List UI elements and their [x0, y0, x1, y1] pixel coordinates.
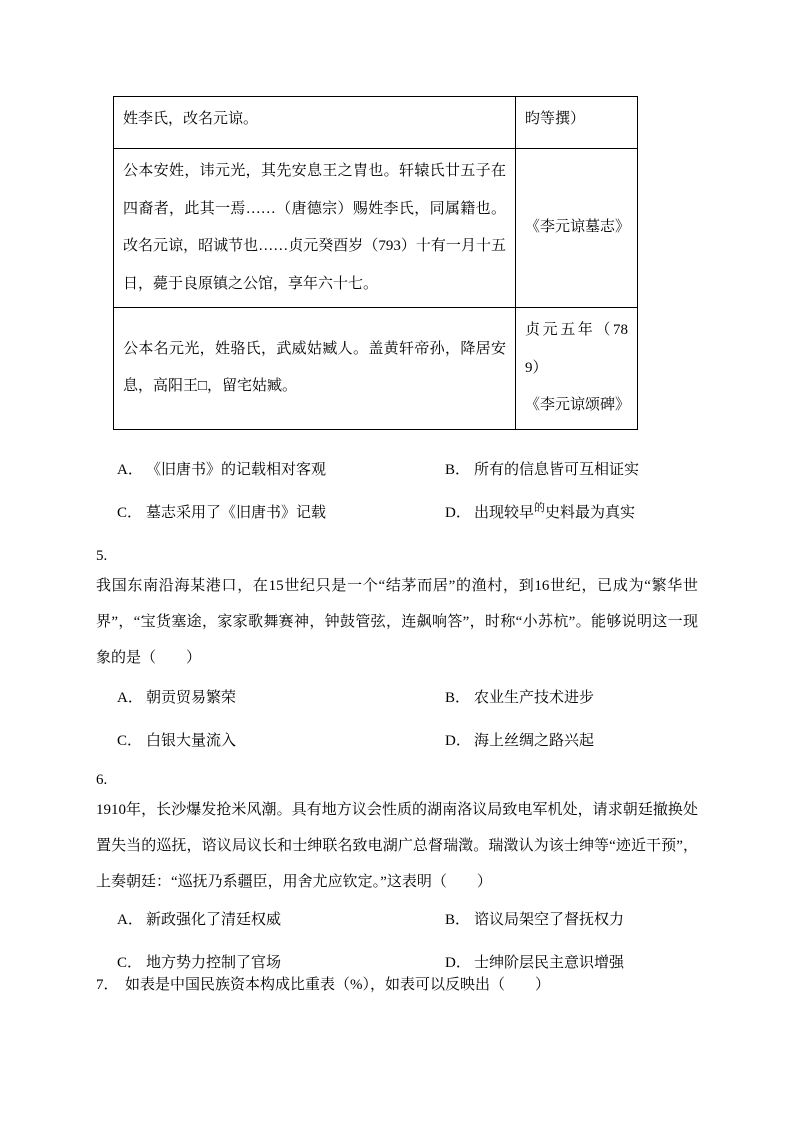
question-number: 7． — [96, 976, 119, 993]
option-A — [117, 462, 445, 479]
option-text: 《旧唐书》的记载相对客观 — [146, 461, 327, 478]
option-label: C． — [117, 954, 143, 971]
option-B — [445, 690, 698, 707]
option-label: D． — [445, 732, 471, 749]
option-text: 海上丝绸之路兴起 — [474, 732, 595, 749]
table-cell-excerpt-3: 公本名元光，姓骆氏，武威姑臧人。盖黄轩帝孙，降居安息，高阳王□，留宅姑臧。 — [114, 308, 516, 430]
question-stem: 我国东南沿海某港口，在15世纪只是一个“结茅而居”的渔村，到16世纪，已成为“繁华世界”，“宝货塞途，家家歌舞赛神，钟鼓管弦，连飙响答”，时称“小苏杭”。能够说明这一现象的是（ ） — [96, 577, 698, 666]
table-cell-source-1: 昀等撰） — [516, 97, 638, 149]
option-text: 所有的信息皆可互相证实 — [474, 461, 640, 478]
option-D — [445, 501, 698, 522]
option-text: 朝贡贸易繁荣 — [146, 689, 237, 706]
table-cell-excerpt-2: 公本安姓，讳元光，其先安息王之胄也。轩辕氏廿五子在四裔者，此其一焉……（唐德宗）赐姓李氏，同属籍也。改名元谅，昭诚节也……贞元癸酉岁（793）十有一月十五日，薨于良原镇之公馆，享年六十七。 — [114, 149, 516, 308]
table-row — [114, 308, 638, 430]
option-text-superscript: 的 — [534, 501, 546, 514]
question-stem: 如表是中国民族资本构成比重表（%），如表可以反映出（ ） — [125, 976, 550, 993]
option-label: D． — [445, 504, 471, 521]
option-B — [445, 912, 698, 929]
option-D — [445, 955, 698, 972]
option-text: 墓志采用了《旧唐书》记载 — [146, 504, 327, 521]
option-C — [117, 505, 445, 522]
question-number: 5. — [96, 547, 108, 564]
option-label: D． — [445, 954, 471, 971]
option-label: A． — [117, 689, 143, 706]
option-label: C． — [117, 732, 143, 749]
option-text-part: 史料最为真实 — [545, 504, 636, 521]
historical-sources-table — [113, 96, 638, 430]
question-6 — [96, 768, 698, 972]
table-cell-source-2: 《李元谅墓志》 — [516, 149, 638, 308]
question-5-options — [117, 690, 698, 750]
option-label: C． — [117, 504, 143, 521]
option-A — [117, 690, 445, 707]
question-stem: 1910年，长沙爆发抢米风潮。具有地方议会性质的湖南洛议局致电军机处，请求朝廷撤换处置失当的巡抚，谘议局议长和士绅联名致电湖广总督瑞澂。瑞澂认为该士绅等“迹近干预”，上奏朝廷：“巡抚乃系疆臣，用舍尤应钦定。”这表明（ ） — [96, 801, 698, 890]
option-text: 新政强化了清廷权威 — [146, 911, 282, 928]
option-text: 农业生产技术进步 — [474, 689, 595, 706]
question-5 — [96, 544, 698, 750]
option-label: B． — [445, 461, 471, 478]
option-text: 白银大量流入 — [146, 732, 237, 749]
table-cell-source-3 — [516, 308, 638, 430]
option-C — [117, 733, 445, 750]
option-D — [445, 733, 698, 750]
source-title: 《李元谅颂碑》 — [525, 397, 631, 413]
option-B — [445, 462, 698, 479]
table-row — [114, 97, 638, 149]
option-text — [474, 501, 636, 522]
option-text-part: 出现较早 — [474, 504, 535, 521]
source-date: 贞元五年（789） — [525, 322, 628, 376]
question-7 — [96, 975, 698, 995]
question-4-options — [117, 462, 698, 522]
option-text: 谘议局架空了督抚权力 — [474, 911, 625, 928]
option-label: A． — [117, 911, 143, 928]
option-C — [117, 955, 445, 972]
option-label: B． — [445, 689, 471, 706]
question-6-options — [117, 912, 698, 972]
table-cell-excerpt-1: 姓李氏，改名元谅。 — [114, 97, 516, 149]
option-A — [117, 912, 445, 929]
option-label: B． — [445, 911, 471, 928]
option-text: 士绅阶层民主意识增强 — [474, 954, 625, 971]
question-number: 6. — [96, 771, 108, 788]
option-label: A． — [117, 461, 143, 478]
option-text: 地方势力控制了官场 — [146, 954, 282, 971]
table-row — [114, 149, 638, 308]
